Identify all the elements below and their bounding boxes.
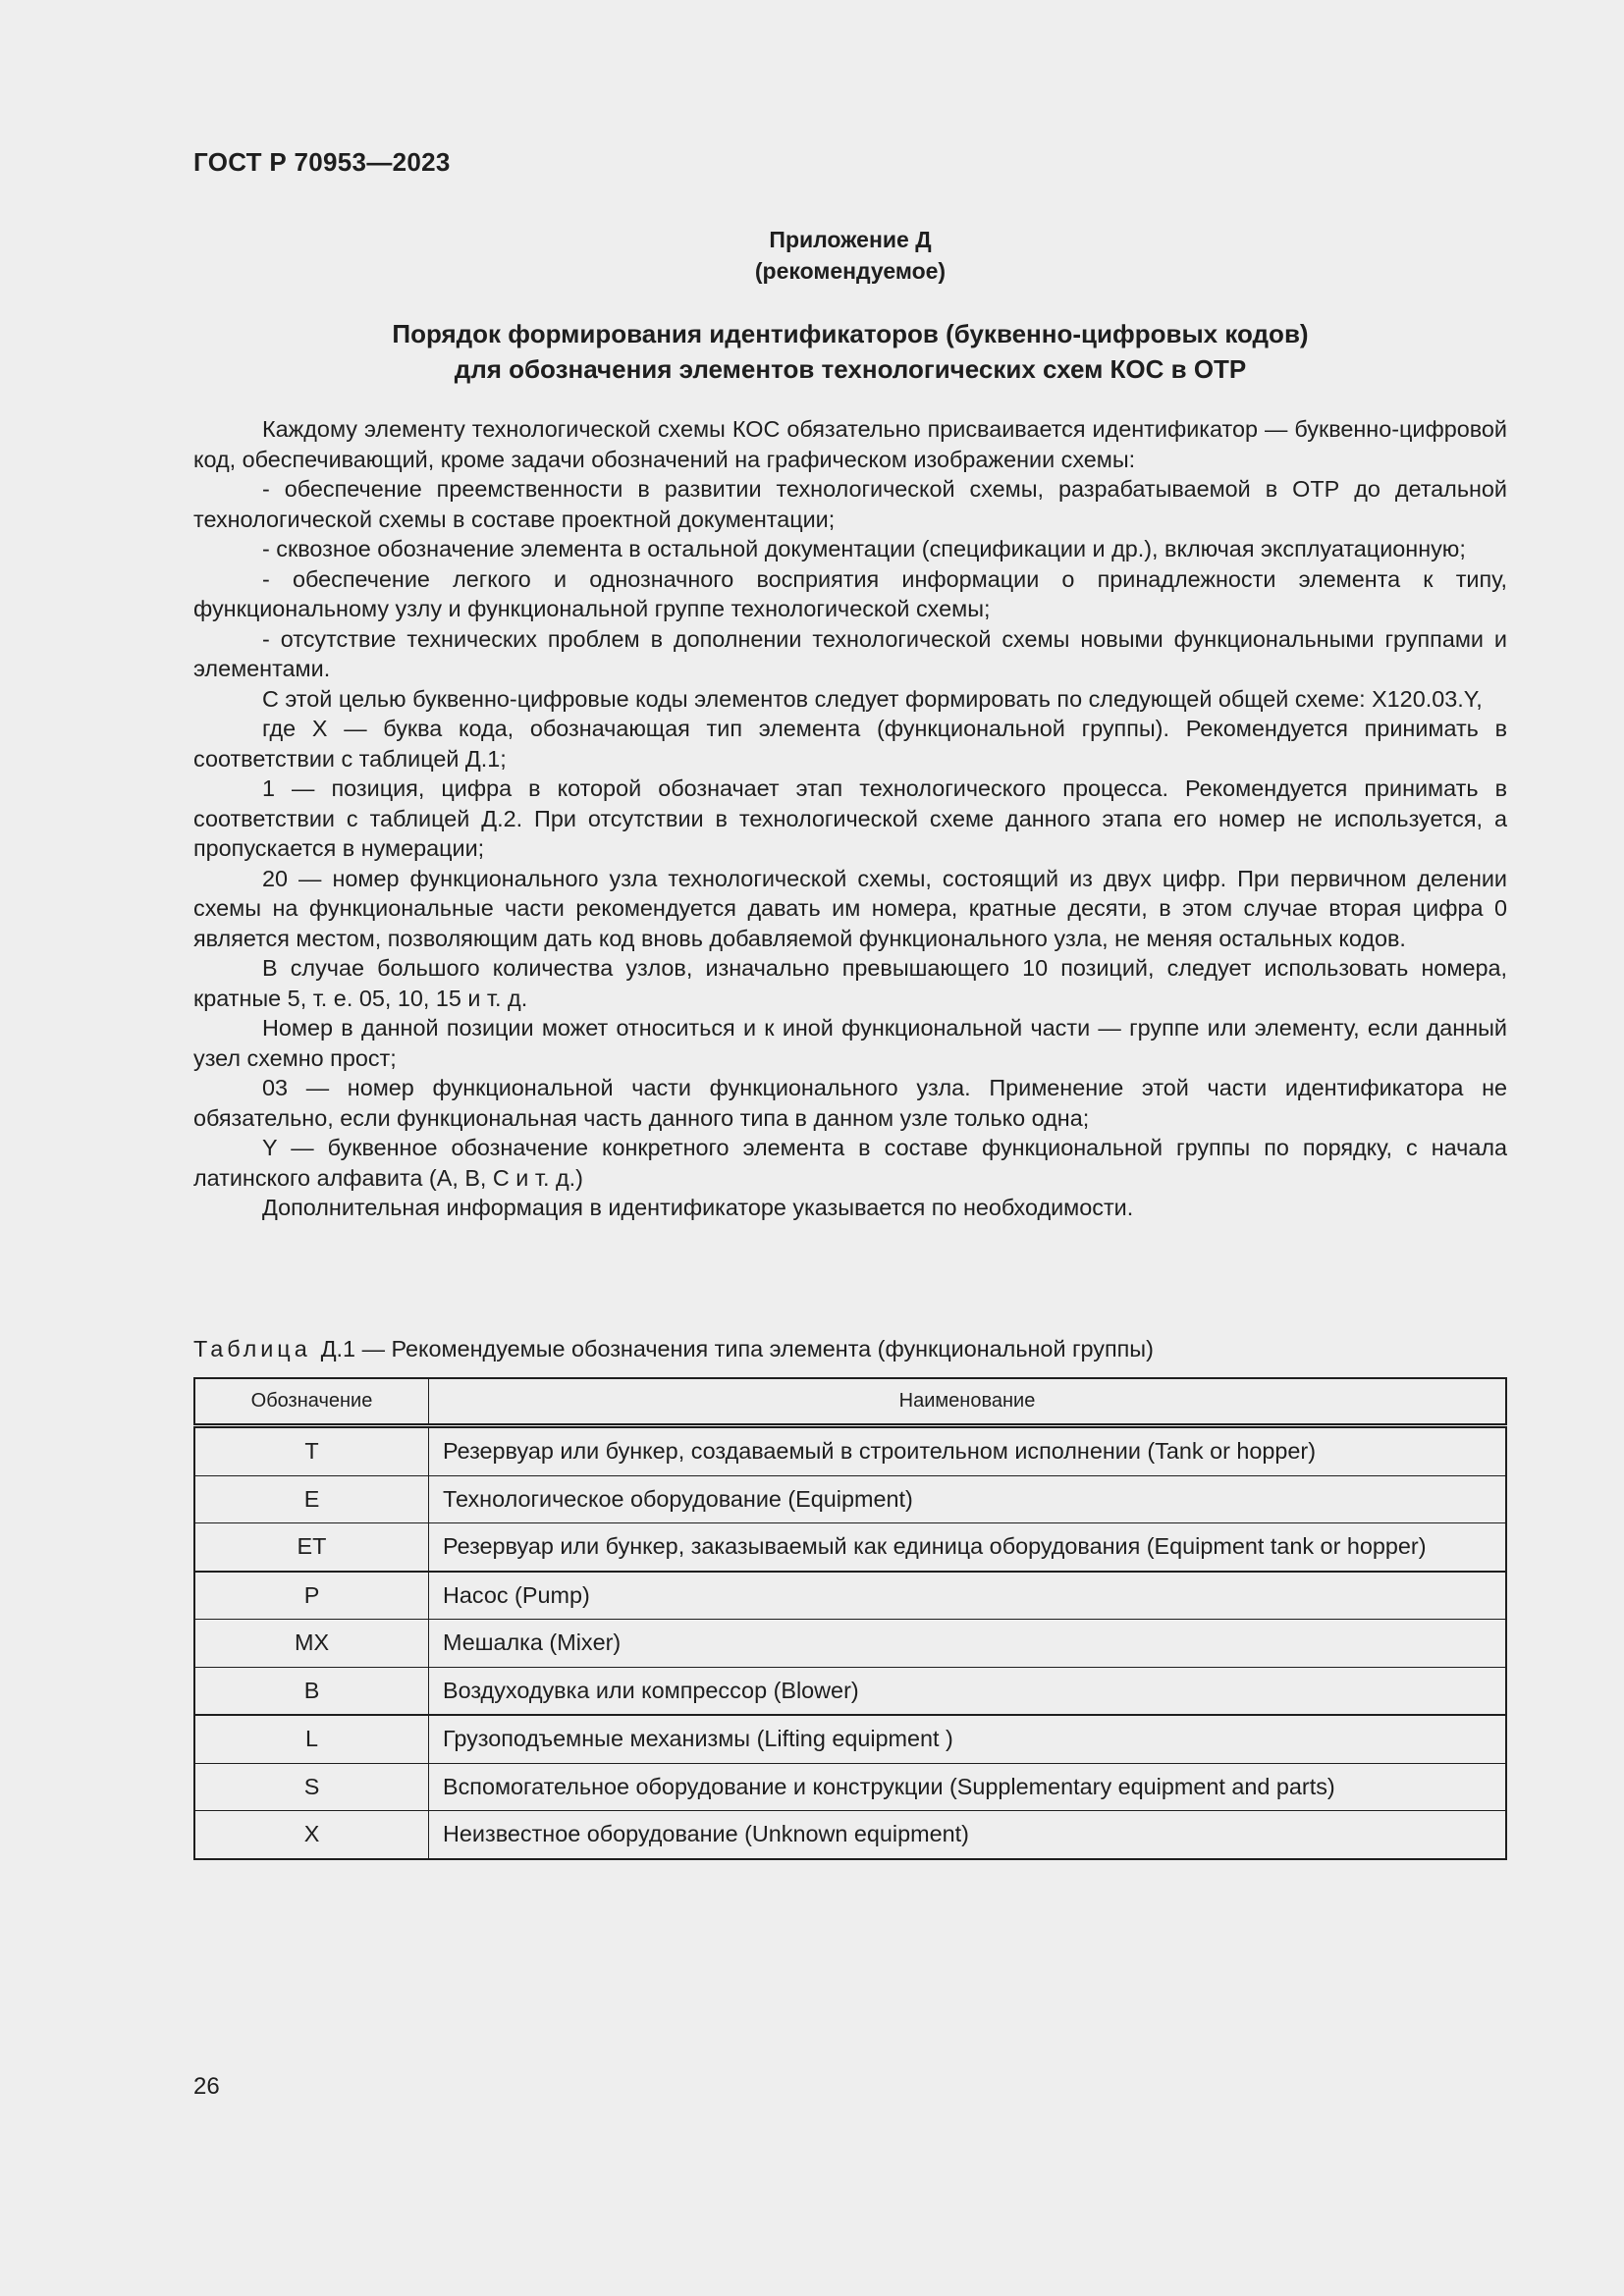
cell-name: Мешалка (Mixer) bbox=[429, 1620, 1507, 1668]
section-title-line-1: Порядок формирования идентификаторов (буквенно-цифровых кодов) bbox=[392, 319, 1309, 348]
cell-code: B bbox=[194, 1667, 429, 1715]
paragraph: Каждому элементу технологической схемы КОС обязательно присваивается идентификатор — буквенно-цифровой код, обеспечивающий, кроме задачи обозначений на графическом изображении схемы: bbox=[193, 416, 1507, 472]
element-type-table bbox=[193, 1377, 1507, 1860]
cell-code: MX bbox=[194, 1620, 429, 1668]
cell-code: S bbox=[194, 1763, 429, 1811]
table-row bbox=[194, 1523, 1506, 1572]
list-item: - сквозное обозначение элемента в остальной документации (спецификации и др.), включая эксплуатационную; bbox=[262, 536, 1466, 561]
appendix-heading bbox=[193, 224, 1507, 287]
section-title-line-2: для обозначения элементов технологических схем КОС в ОТР bbox=[454, 354, 1247, 384]
cell-code: P bbox=[194, 1572, 429, 1620]
page-number: 26 bbox=[193, 2073, 220, 2100]
cell-code: ET bbox=[194, 1523, 429, 1572]
table-row bbox=[194, 1475, 1506, 1523]
cell-name: Неизвестное оборудование (Unknown equipment) bbox=[429, 1811, 1507, 1859]
cell-name: Резервуар или бункер, создаваемый в строительном исполнении (Tank or hopper) bbox=[429, 1426, 1507, 1476]
cell-code: T bbox=[194, 1426, 429, 1476]
column-header-code: Обозначение bbox=[194, 1378, 429, 1426]
paragraph: С этой целью буквенно-цифровые коды элементов следует формировать по следующей общей схеме: X120.03.Y, bbox=[262, 685, 1483, 712]
table-row bbox=[194, 1620, 1506, 1668]
paragraph: Номер в данной позиции может относиться и к иной функциональной части — группе или элементу, если данный узел схемно прост; bbox=[193, 1015, 1507, 1071]
table-caption-text: Д.1 — Рекомендуемые обозначения типа элемента (функциональной группы) bbox=[320, 1336, 1154, 1362]
paragraph: Дополнительная информация в идентификаторе указывается по необходимости. bbox=[262, 1195, 1134, 1220]
paragraph: 03 — номер функциональной части функционального узла. Применение этой части идентификатора не обязательно, если функциональная часть данного типа в данном узле только одна; bbox=[193, 1075, 1507, 1131]
cell-name: Насос (Pump) bbox=[429, 1572, 1507, 1620]
section-title bbox=[193, 316, 1507, 387]
table-row bbox=[194, 1667, 1506, 1715]
cell-code: E bbox=[194, 1475, 429, 1523]
cell-name: Грузоподъемные механизмы (Lifting equipment ) bbox=[429, 1715, 1507, 1763]
table-row bbox=[194, 1572, 1506, 1620]
cell-name: Воздуходувка или компрессор (Blower) bbox=[429, 1667, 1507, 1715]
paragraph: где X — буква кода, обозначающая тип элемента (функциональной группы). Рекомендуется принимать в соответствии с таблицей Д.1; bbox=[193, 716, 1507, 772]
cell-name: Резервуар или бункер, заказываемый как единица оборудования (Equipment tank or hopper) bbox=[429, 1523, 1507, 1572]
table-header-row bbox=[194, 1378, 1506, 1426]
table-row bbox=[194, 1715, 1506, 1763]
cell-code: X bbox=[194, 1811, 429, 1859]
table-row bbox=[194, 1426, 1506, 1476]
cell-name: Технологическое оборудование (Equipment) bbox=[429, 1475, 1507, 1523]
paragraph: 20 — номер функционального узла технологической схемы, состоящий из двух цифр. При первичном делении схемы на функциональные части рекомендуется давать им номера, кратные десяти, в этом случае вторая цифра 0 является местом, позволяющим дать код вновь добавляемой функционального узла, не меняя остальных кодов. bbox=[193, 865, 1507, 951]
paragraph: Y — буквенное обозначение конкретного элемента в составе функциональной группы по порядку, с начала латинского алфавита (A, B, C и т. д.) bbox=[193, 1135, 1507, 1191]
column-header-name: Наименование bbox=[429, 1378, 1507, 1426]
list-item: - обеспечение легкого и однозначного восприятия информации о принадлежности элемента к типу, функциональному узлу и функциональной группе технологической схемы; bbox=[193, 565, 1507, 621]
table-row bbox=[194, 1763, 1506, 1811]
document-code: ГОСТ Р 70953—2023 bbox=[193, 147, 451, 177]
paragraph: 1 — позиция, цифра в которой обозначает этап технологического процесса. Рекомендуется принимать в соответствии с таблицей Д.2. При отсутствии в технологической схеме данного этапа его номер не используется, а пропускается в нумерации; bbox=[193, 775, 1507, 861]
table-caption bbox=[193, 1334, 1507, 1363]
cell-code: L bbox=[194, 1715, 429, 1763]
table-caption-label: Таблица bbox=[193, 1336, 311, 1362]
appendix-status: (рекомендуемое) bbox=[754, 258, 947, 284]
list-item: - отсутствие технических проблем в дополнении технологической схемы новыми функциональными группами и элементами. bbox=[193, 625, 1507, 681]
table-row bbox=[194, 1811, 1506, 1859]
list-item: - обеспечение преемственности в развитии технологической схемы, разрабатываемой в ОТР до детальной технологической схемы в составе проектной документации; bbox=[193, 476, 1507, 532]
paragraph: В случае большого количества узлов, изначально превышающего 10 позиций, следует использовать номера, кратные 5, т. е. 05, 10, 15 и т. д. bbox=[193, 955, 1507, 1011]
cell-name: Вспомогательное оборудование и конструкции (Supplementary equipment and parts) bbox=[429, 1763, 1507, 1811]
body-text bbox=[193, 414, 1507, 1223]
appendix-label: Приложение Д bbox=[769, 227, 932, 252]
